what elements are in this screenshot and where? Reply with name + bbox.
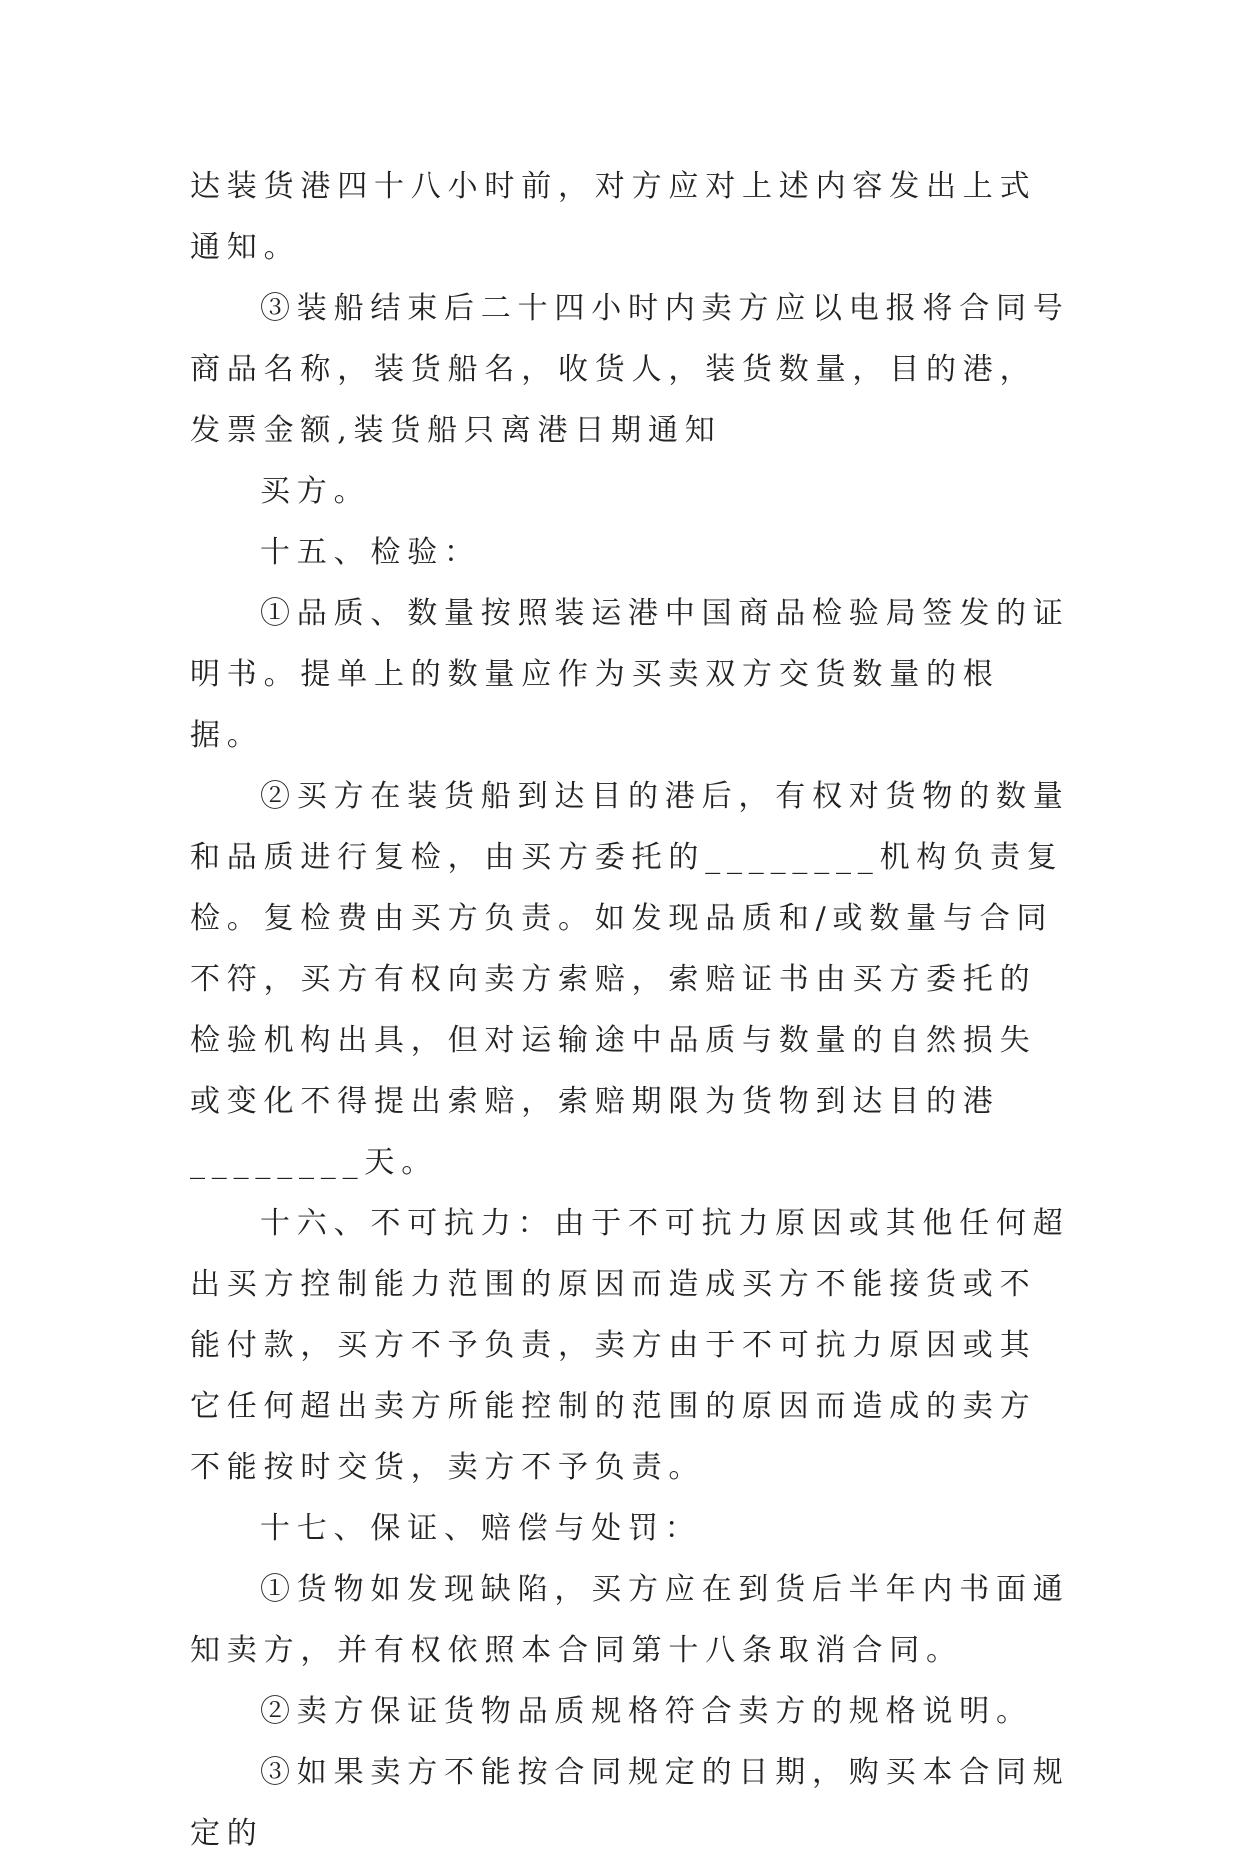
- section-force-majeure: 十六、不可抗力：由于不可抗力原因或其他任何超出买方控制能力范围的原因而造成买方不能接货或不能付款，买方不予负责，卖方由于不可抗力原因或其它任何超出卖方所能控制的范围的原因而造成的卖方不能按时交货，卖方不予负责。: [190, 1206, 1070, 1485]
- paragraph-shipment-notice: ③装船结束后二十四小时内卖方应以电报将合同号商品名称，装货船名，收货人，装货数量，目的港，发票金额,装货船只离港日期通知: [190, 291, 1070, 448]
- section-heading-warranty: 十七、保证、赔偿与处罚：: [260, 1511, 702, 1546]
- paragraph-notice-continuation: 达装货港四十八小时前，对方应对上述内容发出上式通知。: [190, 169, 1037, 265]
- section-heading-inspection: 十五、检验：: [260, 535, 481, 570]
- paragraph-defects: ①货物如发现缺陷，买方应在到货后半年内书面通知卖方，并有权依照本合同第十八条取消合同。: [190, 1572, 1070, 1668]
- paragraph-delay: ③如果卖方不能按合同规定的日期，购买本合同规定的: [190, 1755, 1070, 1851]
- paragraph-reinspection: ②买方在装货船到达目的港后，有权对货物的数量和品质进行复检，由买方委托的________机构负责复检。复检费由买方负责。如发现品质和/或数量与合同不符，买方有权向卖方索赔，索赔证书由买方委托的检验机构出具，但对运输途中品质与数量的自然损失或变化不得提出索赔，索赔期限为货物到达目的港________天。: [190, 779, 1070, 1180]
- paragraph-quality-quantity: ①品质、数量按照装运港中国商品检验局签发的证明书。提单上的数量应作为买卖双方交货数量的根据。: [190, 596, 1070, 753]
- paragraph-quality-guarantee: ②卖方保证货物品质规格符合卖方的规格说明。: [260, 1694, 1033, 1729]
- document-body: [190, 156, 1070, 1864]
- paragraph-buyer: 买方。: [260, 474, 371, 509]
